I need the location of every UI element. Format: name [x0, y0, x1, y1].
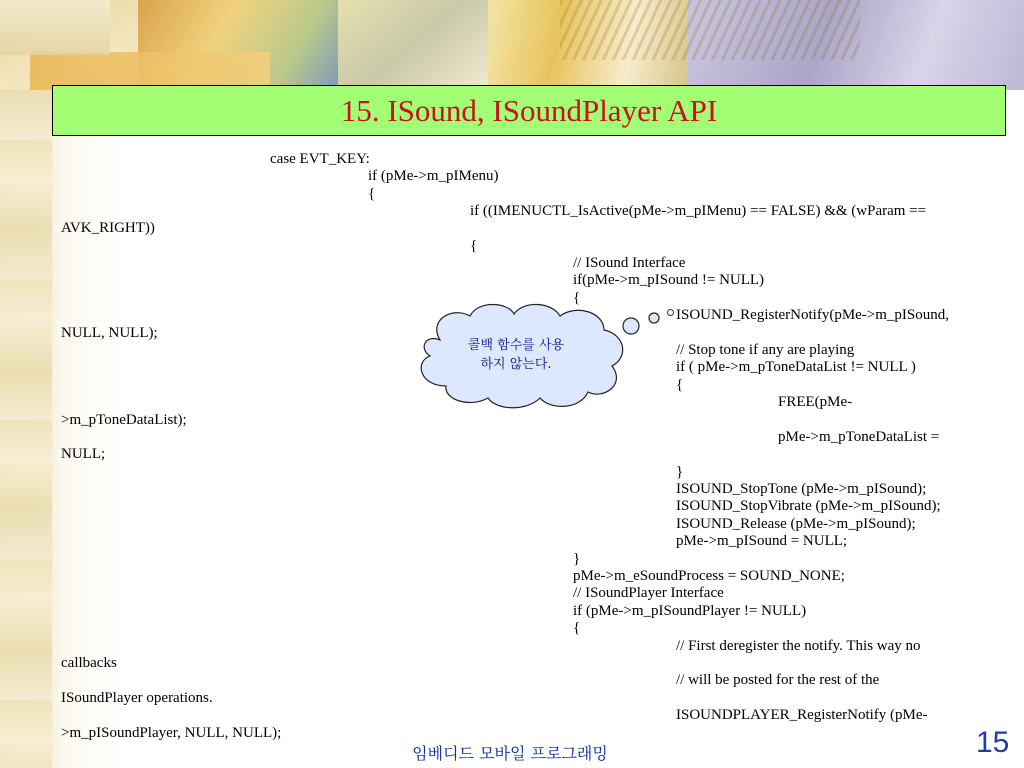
code-line: { [573, 620, 581, 636]
thought-bubble-dot-small [649, 313, 659, 323]
code-line: ISoundPlayer operations. [61, 690, 213, 706]
code-line: pMe->m_pISound = NULL; [676, 533, 848, 549]
code-line: // will be posted for the rest of the [676, 672, 880, 688]
code-line: >m_pISoundPlayer, NULL, NULL); [61, 725, 282, 741]
footer-course-title: 임베디드 모바일 프로그래밍 [412, 744, 608, 763]
code-line: case EVT_KEY: [270, 151, 370, 167]
code-line: if(pMe->m_pISound != NULL) [573, 272, 765, 288]
thought-bubble-dot-large [623, 318, 639, 334]
code-line: } [676, 464, 684, 480]
slide-title: 15. ISound, ISoundPlayer API [340, 92, 718, 128]
page-number: 15 [976, 726, 1010, 759]
code-line: callbacks [61, 655, 117, 671]
code-line: ISOUND_Release (pMe->m_pISound); [676, 516, 916, 532]
code-line: pMe->m_pToneDataList = [778, 429, 940, 445]
code-line: FREE(pMe- [778, 394, 853, 410]
code-line: } [573, 551, 581, 567]
code-line: // Stop tone if any are playing [676, 342, 855, 358]
code-line: if ( pMe->m_pToneDataList != NULL ) [676, 359, 916, 375]
code-line: pMe->m_eSoundProcess = SOUND_NONE; [573, 568, 845, 584]
callout-line-2: 하지 않는다. [480, 357, 552, 372]
code-line: { [368, 186, 376, 202]
code-line: AVK_RIGHT)) [61, 220, 155, 236]
code-line: // ISoundPlayer Interface [573, 585, 724, 601]
code-line: { [573, 290, 581, 306]
code-line: ISOUNDPLAYER_RegisterNotify (pMe- [676, 707, 928, 723]
code-line: // ISound Interface [573, 255, 686, 271]
code-line: if (pMe->m_pIMenu) [368, 168, 499, 184]
code-line: ISOUND_StopTone (pMe->m_pISound); [676, 481, 927, 497]
code-line: >m_pToneDataList); [61, 412, 187, 428]
code-line: ISOUND_RegisterNotify(pMe->m_pISound, [676, 307, 950, 323]
code-line: if ((IMENUCTL_IsActive(pMe->m_pIMenu) == FALSE) && (wParam == [470, 203, 927, 219]
code-line: ISOUND_StopVibrate (pMe->m_pISound); [676, 498, 941, 514]
code-line: NULL; [61, 446, 106, 462]
callout-text [430, 336, 602, 374]
code-line: // First deregister the notify. This way no [676, 638, 921, 654]
code-line: { [470, 238, 478, 254]
code-line: { [676, 377, 684, 393]
code-line: NULL, NULL); [61, 325, 158, 341]
callout-line-1: 콜백 함수를 사용 [467, 338, 565, 353]
code-line: if (pMe->m_pISoundPlayer != NULL) [573, 603, 807, 619]
